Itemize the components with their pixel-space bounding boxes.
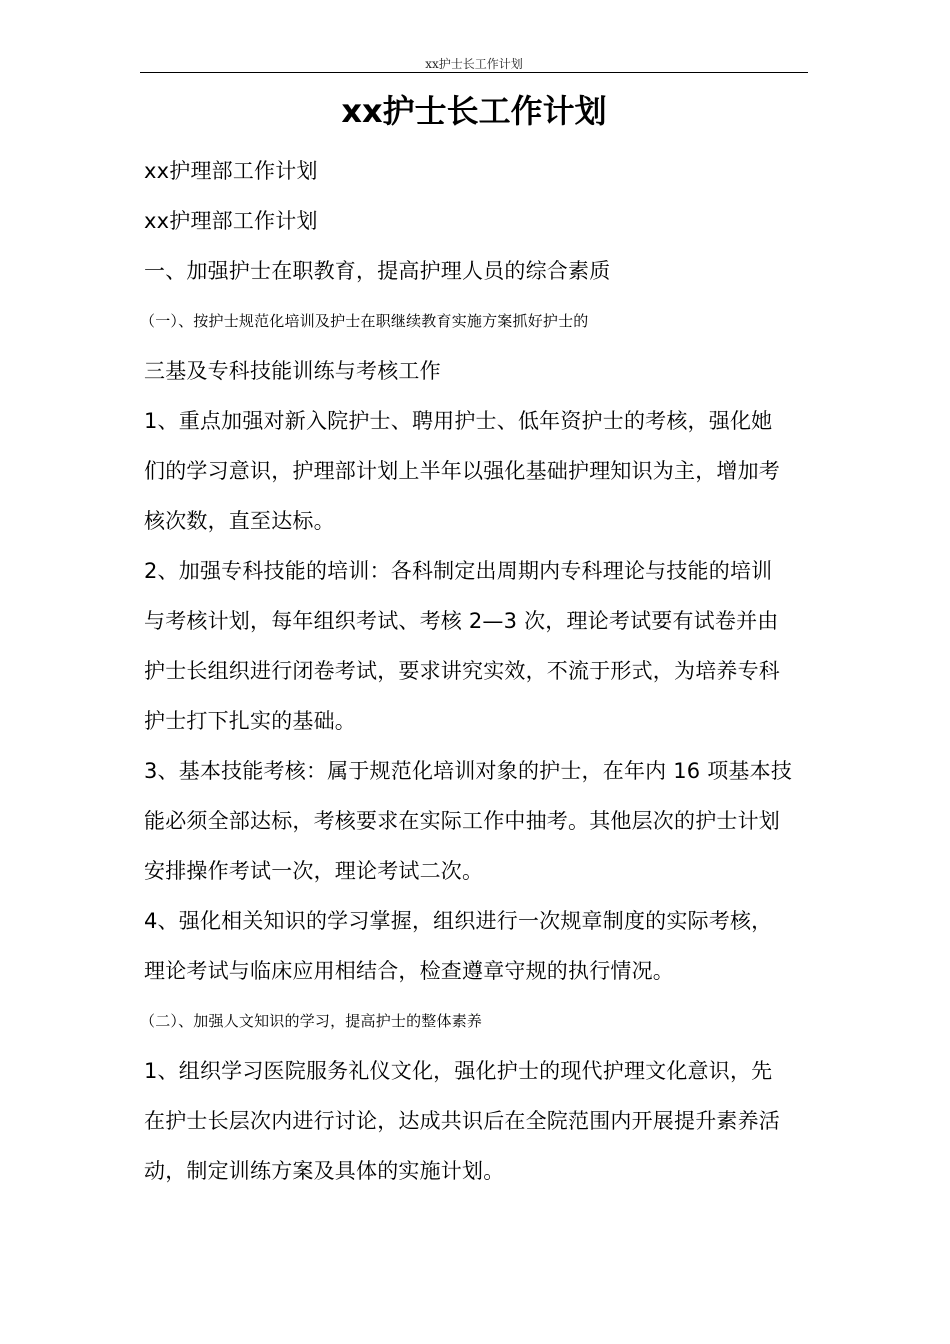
body-line: 安排操作考试一次，理论考试二次。 — [144, 859, 484, 883]
list-item: 3、基本技能考核：属于规范化培训对象的护士，在年内 16 项基本技 — [144, 759, 793, 783]
body-line: xx护理部工作计划 — [144, 209, 318, 233]
body-line: 动，制定训练方案及具体的实施计划。 — [144, 1159, 505, 1183]
body-line: 与考核计划，每年组织考试、考核 2—3 次，理论考试要有试卷并由 — [144, 609, 779, 633]
subsection-heading: （二）、加强人文知识的学习，提高护士的整体素养 — [140, 1012, 483, 1030]
subsection-heading: （一）、按护士规范化培训及护士在职继续教育实施方案抓好护士的 — [140, 312, 589, 330]
body-line: xx护理部工作计划 — [144, 159, 318, 183]
list-item: 1、组织学习医院服务礼仪文化，强化护士的现代护理文化意识，先 — [144, 1059, 773, 1083]
document-title: xx护士长工作计划 — [341, 92, 607, 130]
body-line: 能必须全部达标，考核要求在实际工作中抽考。其他层次的护士计划 — [144, 809, 780, 833]
list-item: 2、加强专科技能的培训：各科制定出周期内专科理论与技能的培训 — [144, 559, 773, 583]
list-item: 4、强化相关知识的学习掌握，组织进行一次规章制度的实际考核， — [144, 909, 773, 933]
section-heading: 一、加强护士在职教育，提高护理人员的综合素质 — [144, 259, 611, 283]
body-line: 护士长组织进行闭卷考试，要求讲究实效，不流于形式，为培养专科 — [144, 659, 780, 683]
body-line: 们的学习意识，护理部计划上半年以强化基础护理知识为主，增加考 — [144, 459, 780, 483]
body-line: 理论考试与临床应用相结合，检查遵章守规的执行情况。 — [144, 959, 674, 983]
body-line: 在护士长层次内进行讨论，达成共识后在全院范围内开展提升素养活 — [144, 1109, 780, 1133]
list-item: 1、重点加强对新入院护士、聘用护士、低年资护士的考核，强化她 — [144, 409, 773, 433]
header-divider — [140, 72, 808, 73]
body-line: 三基及专科技能训练与考核工作 — [144, 359, 441, 383]
body-line: 护士打下扎实的基础。 — [144, 709, 356, 733]
body-line: 核次数，直至达标。 — [144, 509, 335, 533]
document-body — [140, 146, 816, 1196]
running-header: xx护士长工作计划 — [425, 57, 523, 71]
